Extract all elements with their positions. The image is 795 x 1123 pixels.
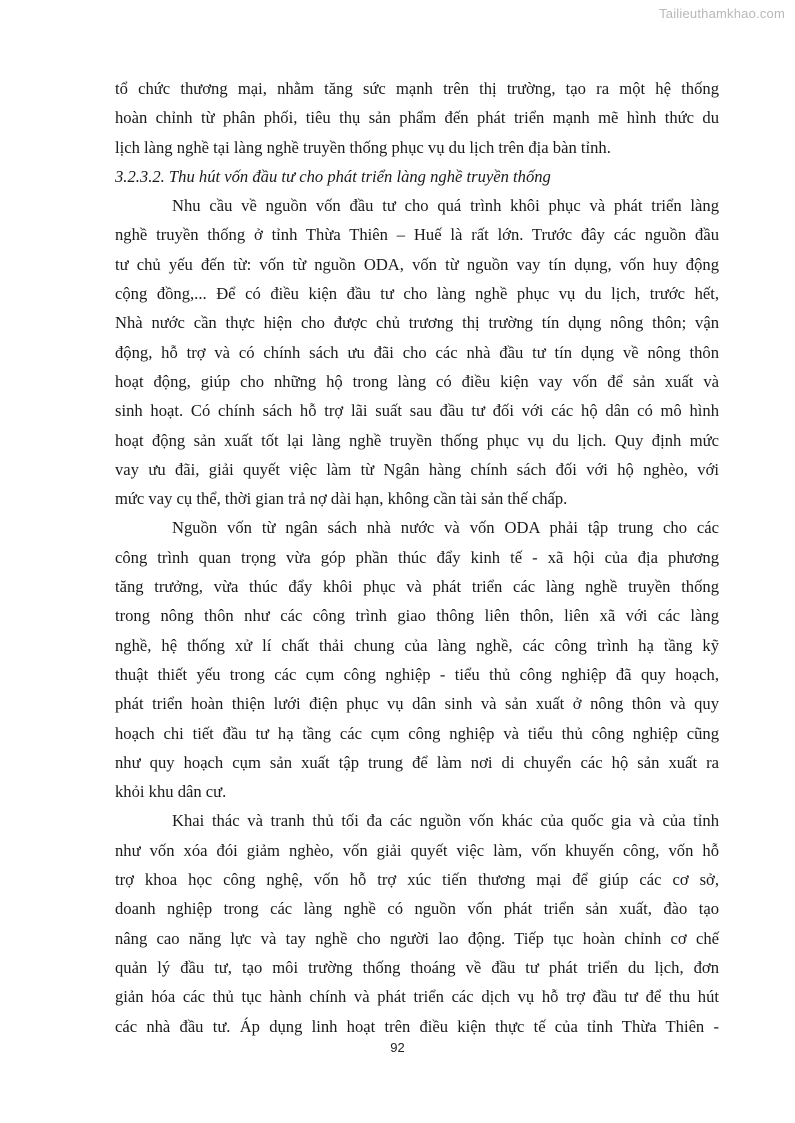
text-line: như quy hoạch cụm sản xuất tập trung để làm nơi di chuyển các hộ sản xuất ra [115, 752, 719, 772]
intro-paragraph [115, 74, 719, 162]
text-line: tăng trưởng, vừa thúc đẩy khôi phục và phát triển các làng nghề truyền thống [115, 577, 719, 597]
text-line: quản lý đầu tư, tạo môi trường thống thoáng về đầu tư phát triển du lịch, đơn [115, 957, 719, 977]
text-line: Nguồn vốn từ ngân sách nhà nước và vốn ODA phải tập trung cho các [172, 518, 719, 538]
text-line: doanh nghiệp trong các làng nghề có nguồn vốn phát triển sản xuất, đào tạo [115, 899, 719, 919]
page-number: 92 [390, 1040, 405, 1055]
text-line: Nhà nước cần thực hiện cho được chủ trương thị trường tín dụng nông thôn; vận [115, 313, 719, 333]
paragraph-other-capital [115, 806, 719, 1040]
text-line: như vốn xóa đói giảm nghèo, vốn giải quyết việc làm, vốn khuyến công, vốn hỗ [115, 840, 719, 860]
paragraph-investment-needs [115, 191, 719, 513]
text-line: công trình quan trọng vừa góp phần thúc đẩy kinh tế - xã hội của địa phương [115, 547, 719, 567]
text-line: mức vay cụ thể, thời gian trả nợ dài hạn, không cần tài sản thế chấp. [115, 489, 568, 509]
text-line: cộng đồng,... Để có điều kiện đầu tư cho làng nghề phục vụ du lịch, trước hết, [115, 284, 719, 304]
watermark: Tailieuthamkhao.com [659, 6, 785, 21]
text-line: hoạch chi tiết đầu tư hạ tầng các cụm công nghiệp và tiểu thủ công nghiệp cũng [115, 723, 719, 743]
paragraph-state-budget [115, 513, 719, 806]
text-line: tư chủ yếu đến từ: vốn từ nguồn ODA, vốn từ nguồn vay tín dụng, vốn huy động [115, 254, 719, 274]
text-line: hoạt động sản xuất tốt lại làng nghề truyền thống phục vụ du lịch. Quy định mức [115, 430, 719, 450]
text-line: vay ưu đãi, giải quyết việc làm từ Ngân hàng chính sách đối với hộ nghèo, với [115, 459, 719, 479]
text-line: sinh hoạt. Có chính sách hỗ trợ lãi suất sau đầu tư đối với các hộ dân có mô hình [115, 401, 719, 421]
text-line: khỏi khu dân cư. [115, 782, 227, 802]
section-heading: 3.2.3.2. Thu hút vốn đầu tư cho phát triển làng nghề truyền thống [115, 166, 551, 186]
text-line: giản hóa các thủ tục hành chính và phát triển các dịch vụ hỗ trợ đầu tư để thu hút [115, 987, 719, 1007]
document-body [115, 74, 719, 1041]
text-line: Khai thác và tranh thủ tối đa các nguồn vốn khác của quốc gia và của tỉnh [172, 811, 719, 831]
text-line: các nhà đầu tư. Áp dụng linh hoạt trên điều kiện thực tế của tỉnh Thừa Thiên - [115, 1016, 719, 1036]
text-line: nâng cao năng lực và tay nghề cho người lao động. Tiếp tục hoàn chỉnh cơ chế [115, 928, 719, 948]
text-line: trợ khoa học công nghệ, vốn hỗ trợ xúc tiến thương mại để giúp các cơ sở, [115, 870, 719, 890]
text-line: nghề, hệ thống xử lí chất thải chung của làng nghề, các công trình hạ tầng kỹ [115, 635, 719, 655]
text-line: hoàn chỉnh từ phân phối, tiêu thụ sản phẩm đến phát triển mạnh mẽ hình thức du [115, 108, 719, 128]
text-line: Nhu cầu về nguồn vốn đầu tư cho quá trình khôi phục và phát triển làng [172, 196, 719, 216]
text-line: tổ chức thương mại, nhằm tăng sức mạnh trên thị trường, tạo ra một hệ thống [115, 79, 719, 98]
text-line: nghề truyền thống ở tỉnh Thừa Thiên – Huế là rất lớn. Trước đây các nguồn đầu [115, 225, 719, 245]
text-line: trong nông thôn như các công trình giao thông liên thôn, liên xã với các làng [115, 606, 719, 626]
text-line: lịch làng nghề tại làng nghề truyền thống phục vụ du lịch trên địa bàn tỉnh. [115, 137, 611, 157]
text-line: phát triển hoàn thiện lưới điện phục vụ dân sinh và sản xuất ở nông thôn và quy [115, 694, 719, 714]
text-line: động, hỗ trợ và có chính sách ưu đãi cho các nhà đầu tư tín dụng về nông thôn [115, 342, 719, 362]
text-line: hoạt động, giúp cho những hộ trong làng có điều kiện vay vốn để sản xuất và [115, 371, 719, 391]
text-line: thuật thiết yếu trong các cụm công nghiệp - tiểu thủ công nghiệp đã quy hoạch, [115, 664, 719, 684]
